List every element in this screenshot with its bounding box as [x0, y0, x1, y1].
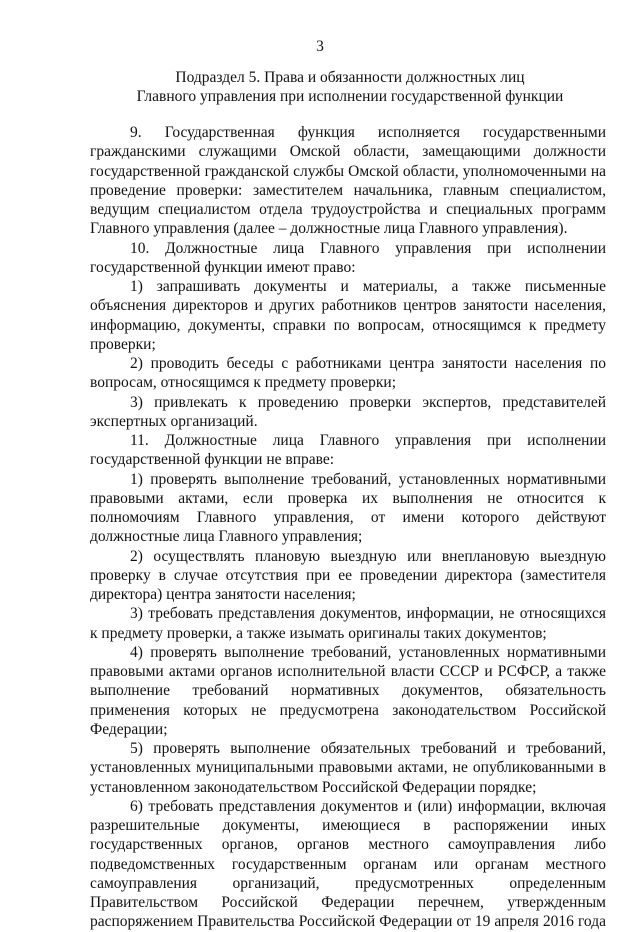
paragraph-11-item-3: 3) требовать представления документов, информации, не относящихся к предмету проверки, а также изымать оригиналы таких документов;: [90, 605, 606, 642]
paragraph-11-item-2: 2) осуществлять плановую выездную или внеплановую выездную проверку в случае отсутствия при ее проведении директора (заместителя директора) центра занятости населения;: [90, 547, 606, 603]
paragraph-10-item-3: 3) привлекать к проведению проверки экспертов, представителей экспертных организаций.: [90, 393, 606, 430]
section-heading-line-1: Подраздел 5. Права и обязанности должностных лиц: [175, 69, 525, 86]
paragraph-10-item-2: 2) проводить беседы с работниками центра занятости населения по вопросам, относящимся к предмету проверки;: [90, 355, 606, 392]
document-body: [90, 123, 606, 932]
paragraph-11-item-6: 6) требовать представления документов и (или) информации, включая разрешительные документы, имеющиеся в распоряжении иных государственных органов, органов местного самоуправления либо подведомственных государственным органам или органам местного самоуправления организаций, предусмотренных определенным Правительством Российской Федерации перечнем, утвержденным распоряжением Правительства Российской Федерации от 19 апреля 2016 года: [90, 797, 606, 931]
section-heading: [90, 68, 610, 106]
paragraph-10-item-1: 1) запрашивать документы и материалы, а также письменные объяснения директоров и других работников центров занятости населения, информацию, документы, справки по вопросам, относящимся к предмету проверки;: [90, 278, 606, 353]
paragraph-9: 9. Государственная функция исполняется государственными гражданскими служащими Омской области, замещающими должности государственной гражданской службы Омской области, уполномоченными на проведение проверки: заместителем начальника, главным специалистом, ведущим специалистом отдела трудоустройства и специальных программ Главного управления (далее – должностные лица Главного управления).: [90, 124, 606, 238]
paragraph-11-item-4: 4) проверять выполнение требований, установленных нормативными правовыми актами органов исполнительной власти СССР и РСФСР, а также выполнение требований нормативных документов, обязательность применения которых не предусмотрена законодательством Российской Федерации;: [90, 643, 606, 738]
paragraph-11-item-1: 1) проверять выполнение требований, установленных нормативными правовыми актами, если проверка их выполнения не относится к полномочиям Главного управления, от имени которого действуют должностные лица Главного управления;: [90, 470, 606, 546]
paragraph-11-item-5: 5) проверять выполнение обязательных требований и требований, установленных муниципальными правовыми актами, не опубликованными в установленном законодательством Российской Федерации порядке;: [90, 740, 606, 796]
section-heading-line-2: Главного управления при исполнении государственной функции: [136, 88, 564, 105]
page-number: 3: [316, 38, 324, 55]
paragraph-10: 10. Должностные лица Главного управления при исполнении государственной функции имеют право:: [90, 239, 606, 276]
paragraph-11: 11. Должностные лица Главного управления при исполнении государственной функции не вправе:: [90, 432, 606, 469]
